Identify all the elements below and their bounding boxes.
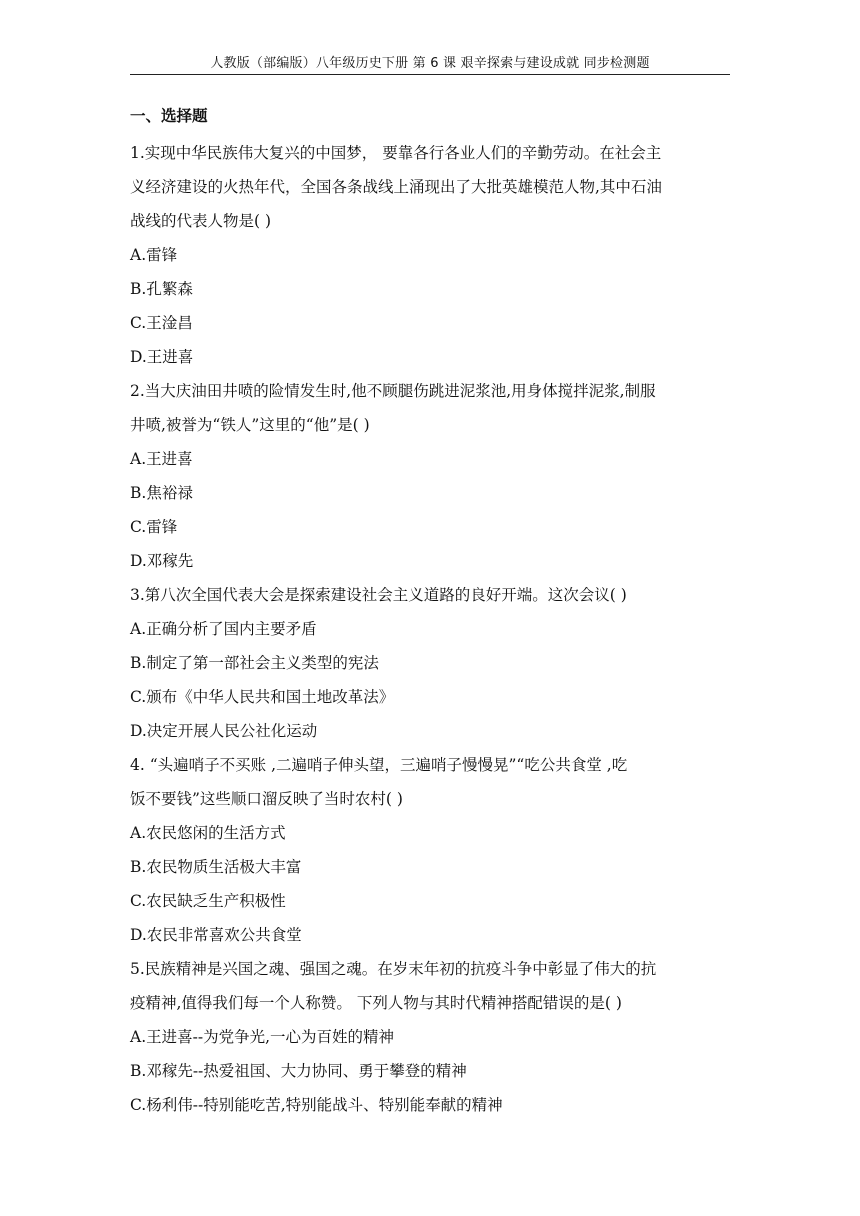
option-c: C.杨利伟--特别能吃苦,特别能战斗、特别能奉献的精神 <box>130 1096 503 1114</box>
question-stem-line: 2.当大庆油田井喷的险情发生时,他不顾腿伤跳进泥浆池,用身体搅拌泥浆,制服 <box>130 382 656 400</box>
option-d: D.决定开展人民公社化运动 <box>130 722 318 740</box>
option-d: D.邓稼先 <box>130 552 194 570</box>
option-a: A.正确分析了国内主要矛盾 <box>130 620 317 638</box>
option-b: B.焦裕禄 <box>130 484 193 502</box>
option-b: B.制定了第一部社会主义类型的宪法 <box>130 654 379 672</box>
question-1 <box>130 136 730 374</box>
option-a: A.雷锋 <box>130 246 178 264</box>
question-stem-line: 战线的代表人物是( ) <box>130 212 272 230</box>
question-stem-line: 1.实现中华民族伟大复兴的中国梦， 要靠各行各业人们的辛勤劳动。在社会主 <box>130 144 662 162</box>
option-c: C.雷锋 <box>130 518 178 536</box>
option-c: C.王淦昌 <box>130 314 193 332</box>
question-3 <box>130 578 730 748</box>
option-c: C.农民缺乏生产积极性 <box>130 892 286 910</box>
question-stem-line: 义经济建设的火热年代，全国各条战线上涌现出了大批英雄模范人物,其中石油 <box>130 178 662 196</box>
question-stem-line: 饭不要钱”这些顺口溜反映了当时农村( ) <box>130 790 403 808</box>
question-5 <box>130 952 730 1122</box>
question-stem-line: 3.第八次全国代表大会是探索建设社会主义道路的良好开端。这次会议( ) <box>130 586 627 604</box>
page-header: 人教版（部编版）八年级历史下册 第 6 课 艰辛探索与建设成就 同步检测题 <box>210 56 650 71</box>
option-d: D.王进喜 <box>130 348 194 366</box>
question-stem-line: 井喷,被誉为“铁人”这里的“他”是( ) <box>130 416 370 434</box>
header-divider <box>130 74 730 75</box>
section-title: 一、选择题 <box>130 107 208 125</box>
question-stem-line: 5.民族精神是兴国之魂、强国之魂。在岁末年初的抗疫斗争中彰显了伟大的抗 <box>130 960 657 978</box>
option-a: A.农民悠闲的生活方式 <box>130 824 286 842</box>
option-d: D.农民非常喜欢公共食堂 <box>130 926 302 944</box>
option-b: B.农民物质生活极大丰富 <box>130 858 302 876</box>
option-b: B.邓稼先--热爱祖国、大力协同、勇于攀登的精神 <box>130 1062 467 1080</box>
question-stem-line: 疫精神,值得我们每一个人称赞。 下列人物与其时代精神搭配错误的是( ) <box>130 994 622 1012</box>
question-4 <box>130 748 730 952</box>
question-2 <box>130 374 730 578</box>
question-list <box>130 136 730 1122</box>
question-stem-line: 4. “头遍哨子不买账 ,二遍哨子伸头望，三遍哨子慢慢晃”“吃公共食堂 ,吃 <box>130 756 628 774</box>
option-a: A.王进喜--为党争光,一心为百姓的精神 <box>130 1028 395 1046</box>
option-c: C.颁布《中华人民共和国土地改革法》 <box>130 688 395 706</box>
option-a: A.王进喜 <box>130 450 193 468</box>
option-b: B.孔繁森 <box>130 280 193 298</box>
